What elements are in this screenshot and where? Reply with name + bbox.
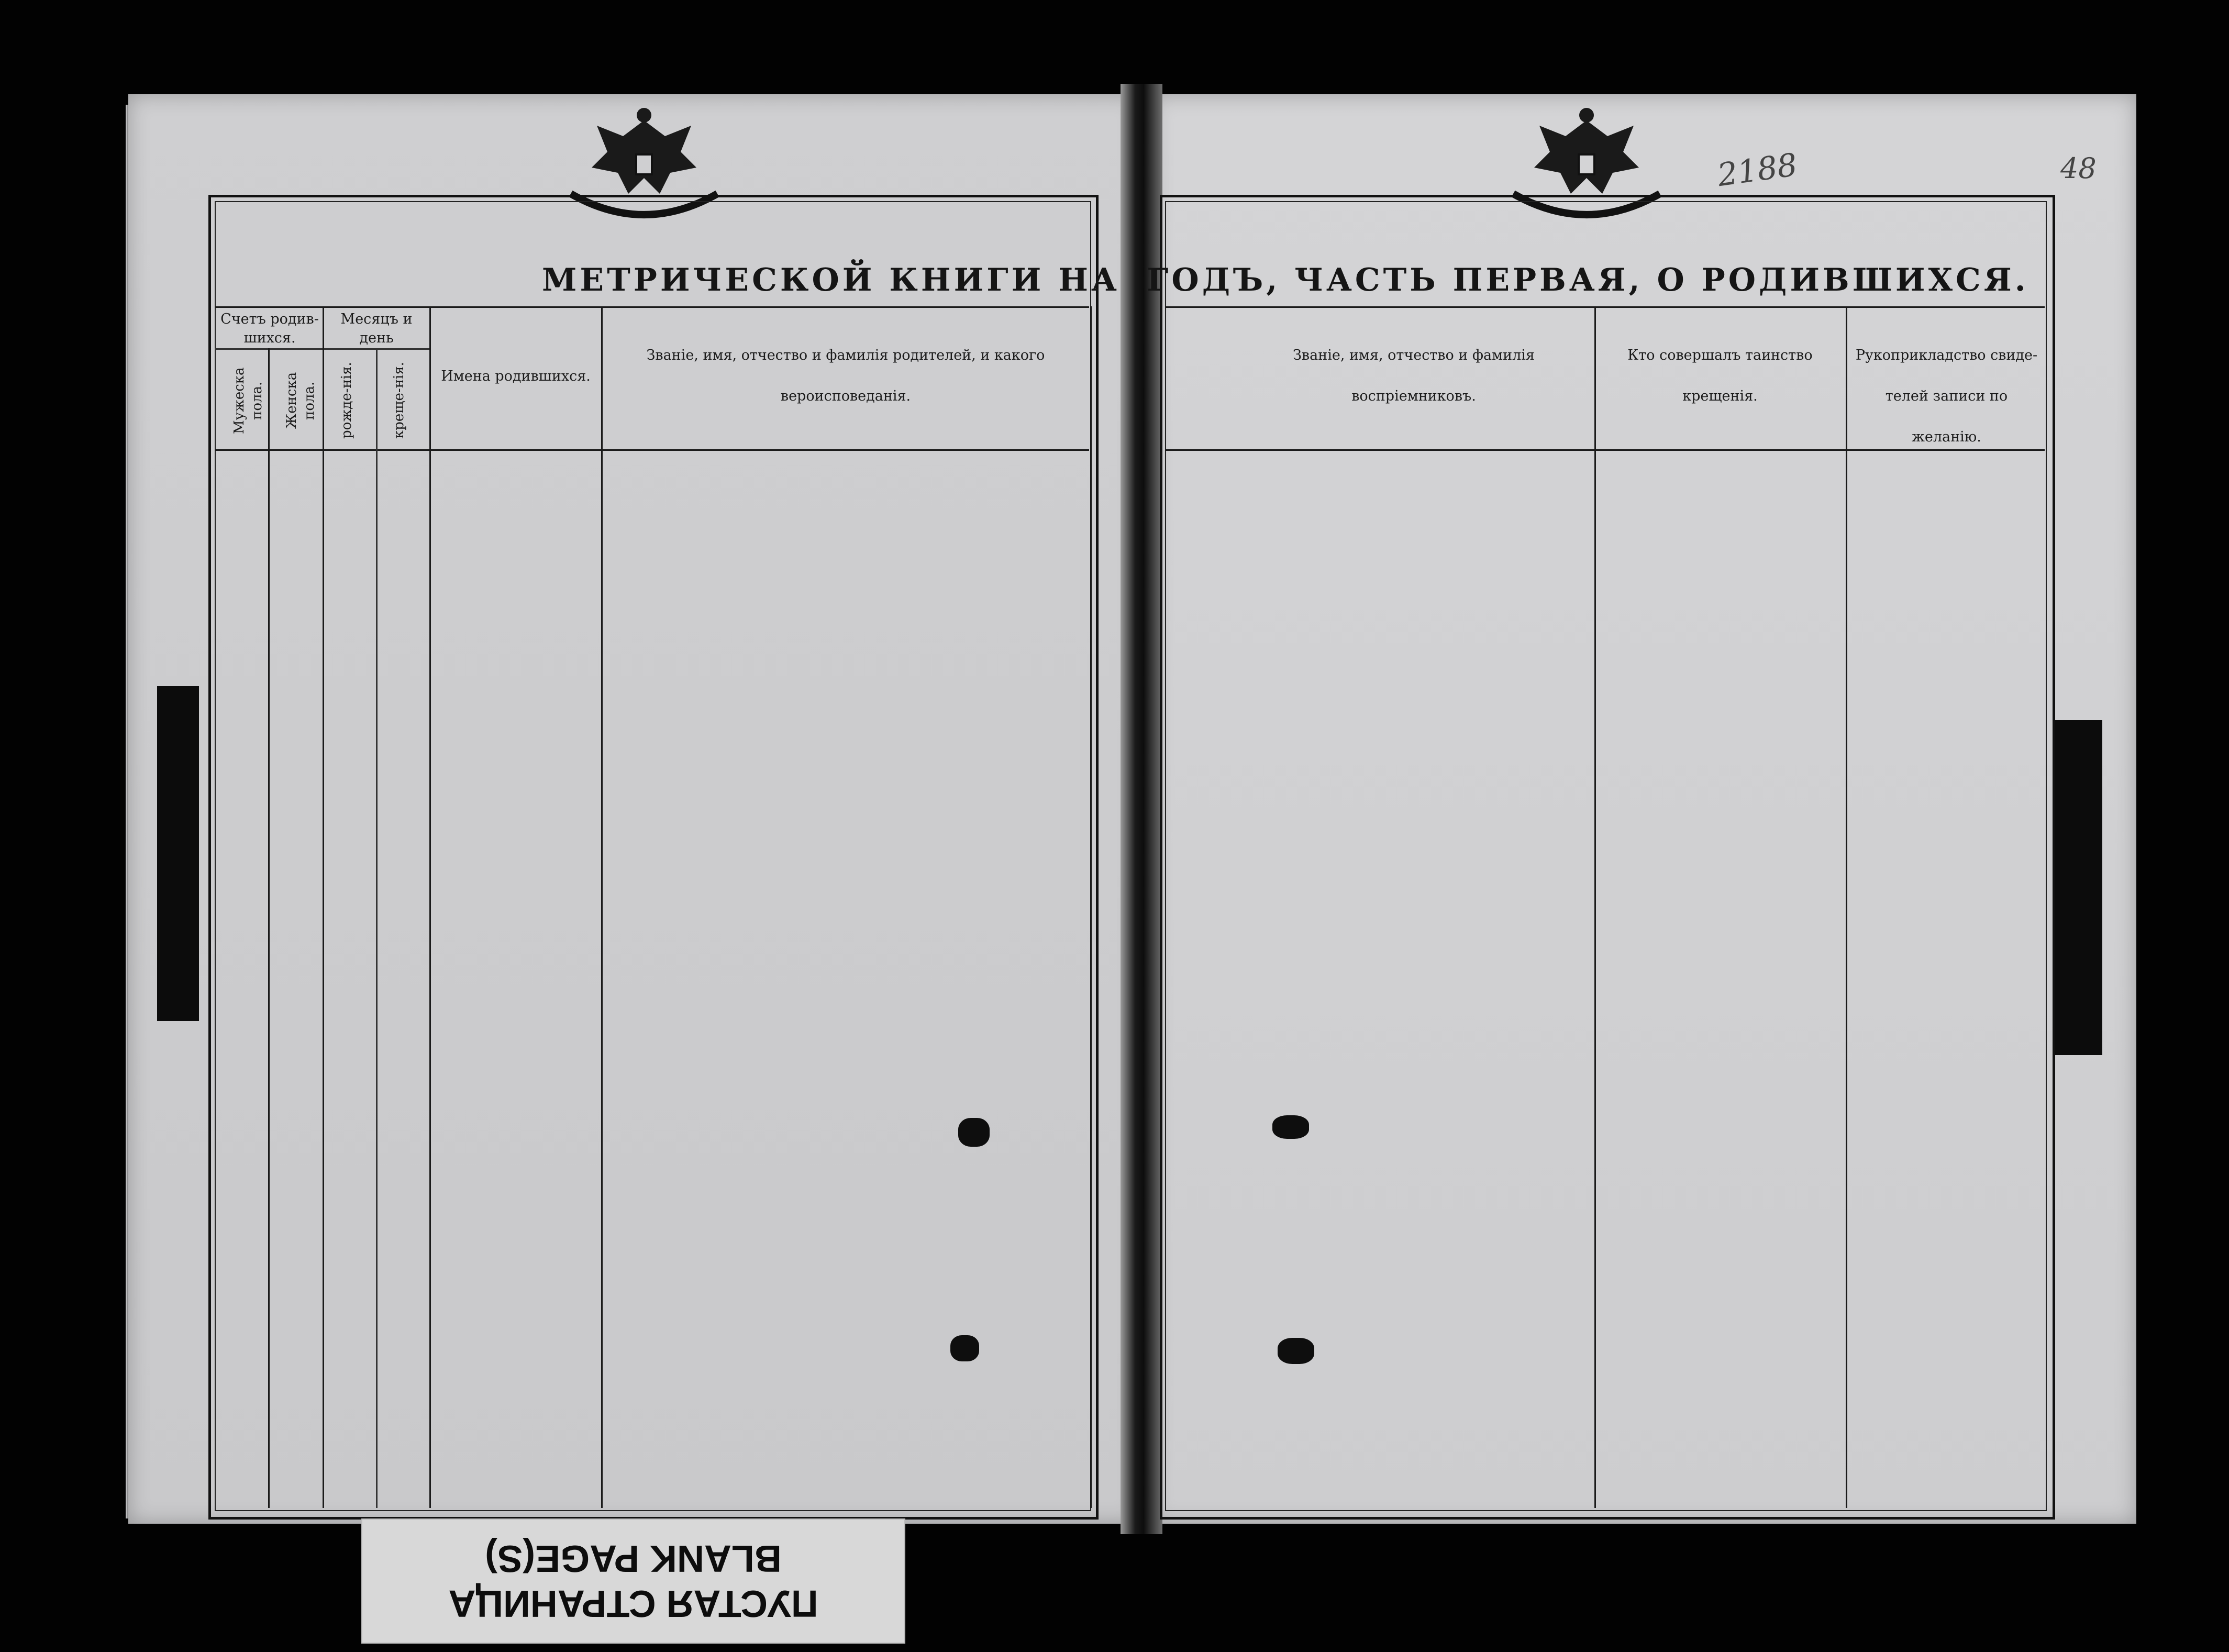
left-header-top-rule	[215, 306, 1089, 308]
baptizer-column-header: Кто совершалъ таинство крещенія.	[1627, 347, 1813, 404]
stamp-english-text: BLANK PAGE(S)	[485, 1537, 782, 1580]
blank-page-stamp	[361, 1518, 905, 1644]
left-page-tab	[157, 686, 199, 1021]
stamp-russian-text: ПУСТАЯ СТРАНИЦА	[448, 1582, 818, 1625]
left-col-rule-2	[323, 306, 324, 1508]
godparents-column-header: Званіе, имя, отчество и фамилія воспріемниковъ.	[1293, 347, 1535, 404]
left-header-bottom-rule	[215, 449, 1089, 451]
page-damage-mark	[1278, 1338, 1314, 1364]
names-column-header: Имена родившихся.	[441, 368, 591, 384]
page-damage-mark	[958, 1118, 990, 1147]
male-column-header: Мужеска пола.	[231, 367, 265, 434]
archive-number: 2188	[1715, 146, 1800, 194]
left-col-rule-5	[601, 306, 603, 1508]
left-col-rule-4	[429, 306, 431, 1508]
page-damage-mark	[1272, 1115, 1309, 1139]
birth-column-header: рожде-нія.	[339, 362, 354, 439]
right-page-title: ГОДЪ, ЧАСТЬ ПЕРВАЯ, О РОДИВШИХСЯ.	[1147, 262, 2029, 298]
left-col-rule-6	[1090, 306, 1092, 1508]
right-page-tab	[2055, 720, 2102, 1055]
page-damage-mark	[950, 1335, 979, 1361]
left-col-rule-3	[376, 348, 378, 1508]
witnesses-column-header: Рукоприкладство свиде-телей записи по желанію.	[1855, 347, 2038, 445]
baptism-column-header: креще-нія.	[391, 362, 407, 439]
page-number: 48	[2060, 152, 2097, 185]
left-group-subheader-rule	[215, 348, 429, 350]
count-group-header: Счетъ родив-шихся.	[220, 311, 319, 346]
book-gutter	[1121, 84, 1162, 1534]
month-day-group-header: Месяцъ и день	[340, 311, 413, 346]
right-col-rule-1	[1594, 306, 1596, 1508]
right-col-rule-2	[1846, 306, 1847, 1508]
right-header-top-rule	[1165, 306, 2045, 308]
left-page-title: МЕТРИЧЕСКОЙ КНИГИ НА	[542, 262, 1120, 298]
female-column-header: Женска пола.	[284, 372, 317, 429]
left-col-rule-1	[268, 348, 270, 1508]
parents-column-header: Званіе, имя, отчество и фамилія родителей, и какого вероисповеданія.	[646, 347, 1045, 404]
